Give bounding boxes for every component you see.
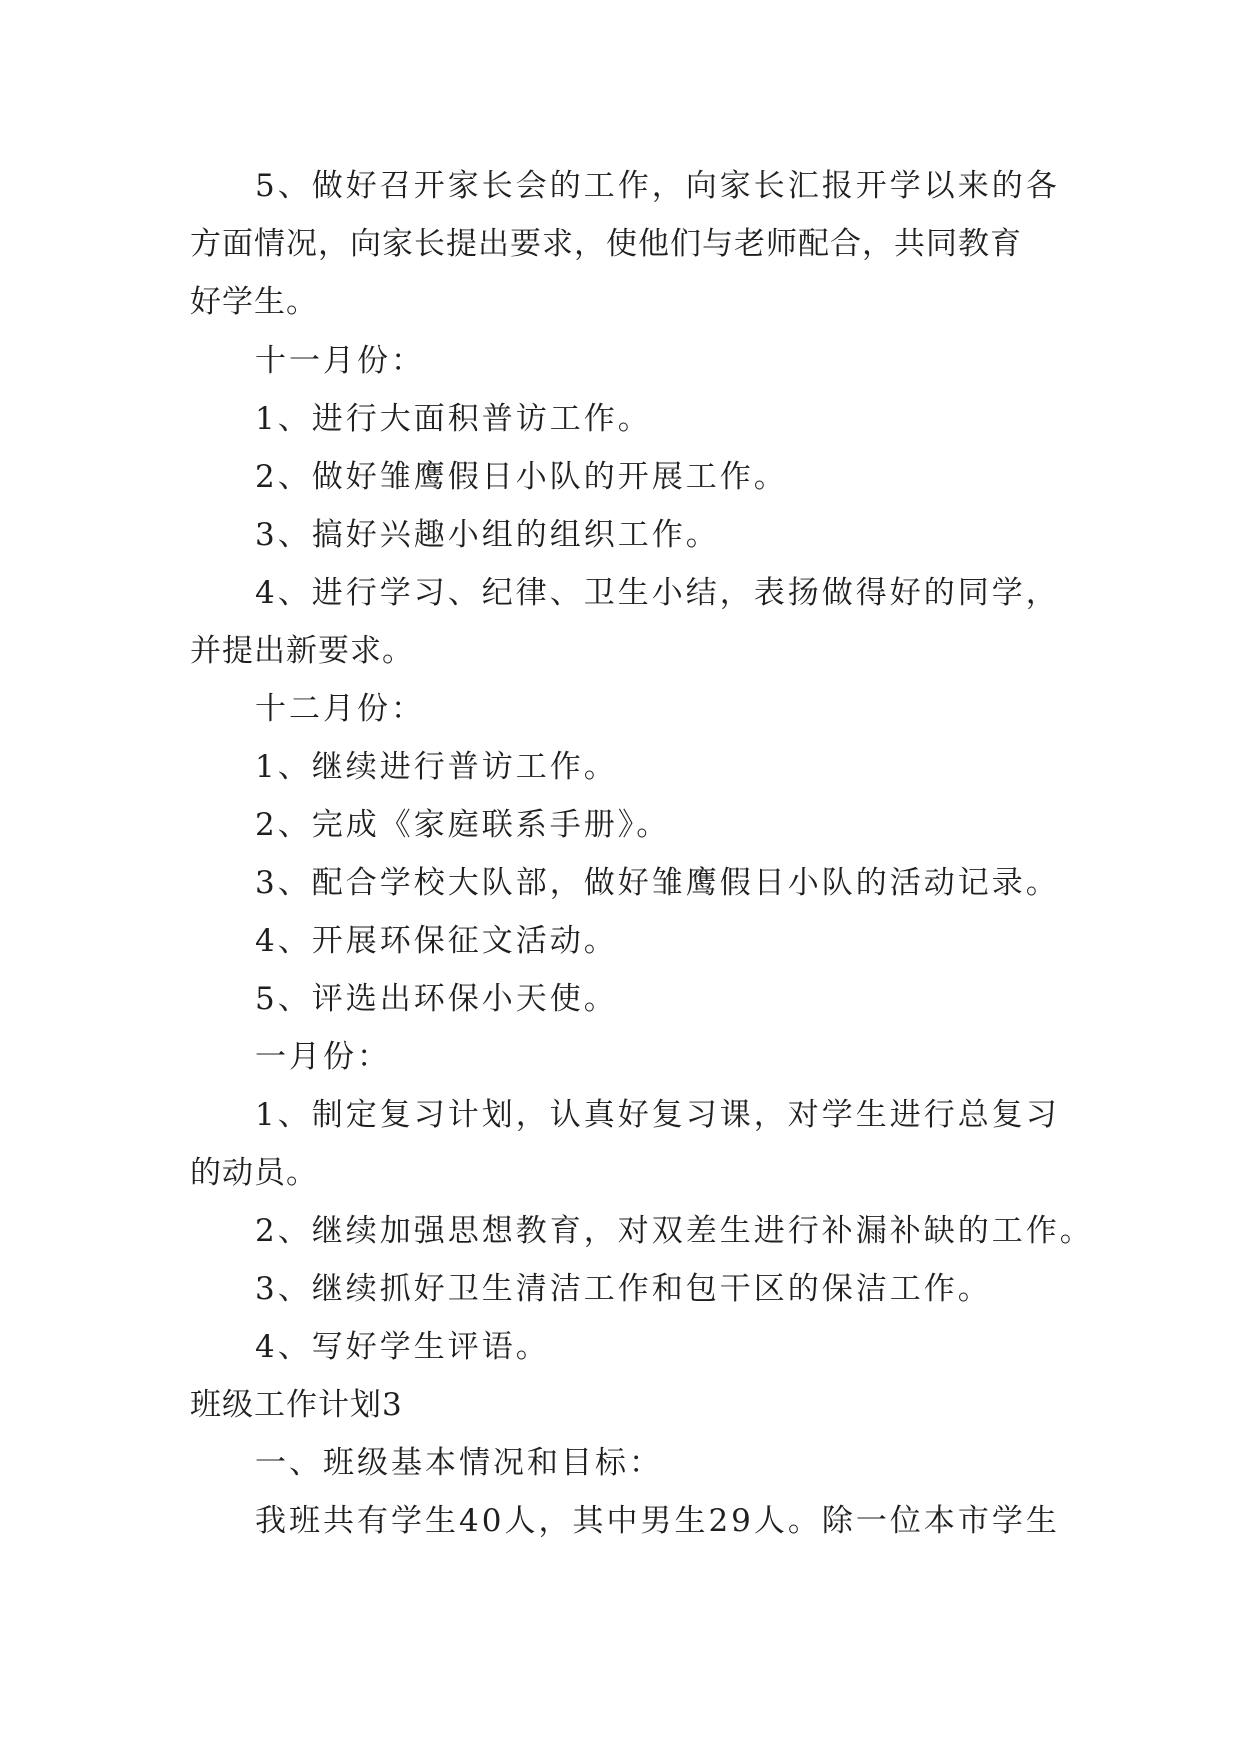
- list-item: 4、开展环保征文活动。: [255, 923, 618, 959]
- list-item: 4、写好学生评语。: [255, 1329, 550, 1365]
- list-item: 3、搞好兴趣小组的组织工作。: [255, 517, 720, 553]
- list-item: 3、配合学校大队部，做好雏鹰假日小队的活动记录。: [255, 865, 1060, 901]
- list-item: 4、进行学习、纪律、卫生小结，表扬做得好的同学，: [255, 575, 1060, 611]
- paragraph-line: 我班共有学生40人，其中男生29人。除一位本市学生: [255, 1503, 1060, 1539]
- month-heading: 十二月份：: [255, 691, 425, 727]
- list-item: 3、继续抓好卫生清洁工作和包干区的保洁工作。: [255, 1271, 992, 1307]
- section-title: 班级工作计划3: [190, 1387, 403, 1423]
- list-item: 2、完成《家庭联系手册》。: [255, 807, 671, 843]
- paragraph-line: 好学生。: [190, 284, 318, 320]
- paragraph-line: 并提出新要求。: [190, 633, 414, 669]
- list-item: 2、做好雏鹰假日小队的开展工作。: [255, 459, 788, 495]
- month-heading: 一月份：: [255, 1039, 391, 1075]
- section-subheading: 一、班级基本情况和目标：: [255, 1445, 663, 1481]
- list-item: 1、进行大面积普访工作。: [255, 401, 652, 437]
- paragraph-line: 5、做好召开家长会的工作，向家长汇报开学以来的各: [255, 168, 1060, 204]
- paragraph-line: 的动员。: [190, 1155, 318, 1191]
- month-heading: 十一月份：: [255, 343, 425, 379]
- list-item: 1、继续进行普访工作。: [255, 749, 618, 785]
- paragraph-line: 方面情况，向家长提出要求，使他们与老师配合，共同教育: [190, 226, 1022, 262]
- list-item: 1、制定复习计划，认真好复习课，对学生进行总复习: [255, 1097, 1060, 1133]
- list-item: 5、评选出环保小天使。: [255, 981, 618, 1017]
- list-item: 2、继续加强思想教育，对双差生进行补漏补缺的工作。: [255, 1213, 1094, 1249]
